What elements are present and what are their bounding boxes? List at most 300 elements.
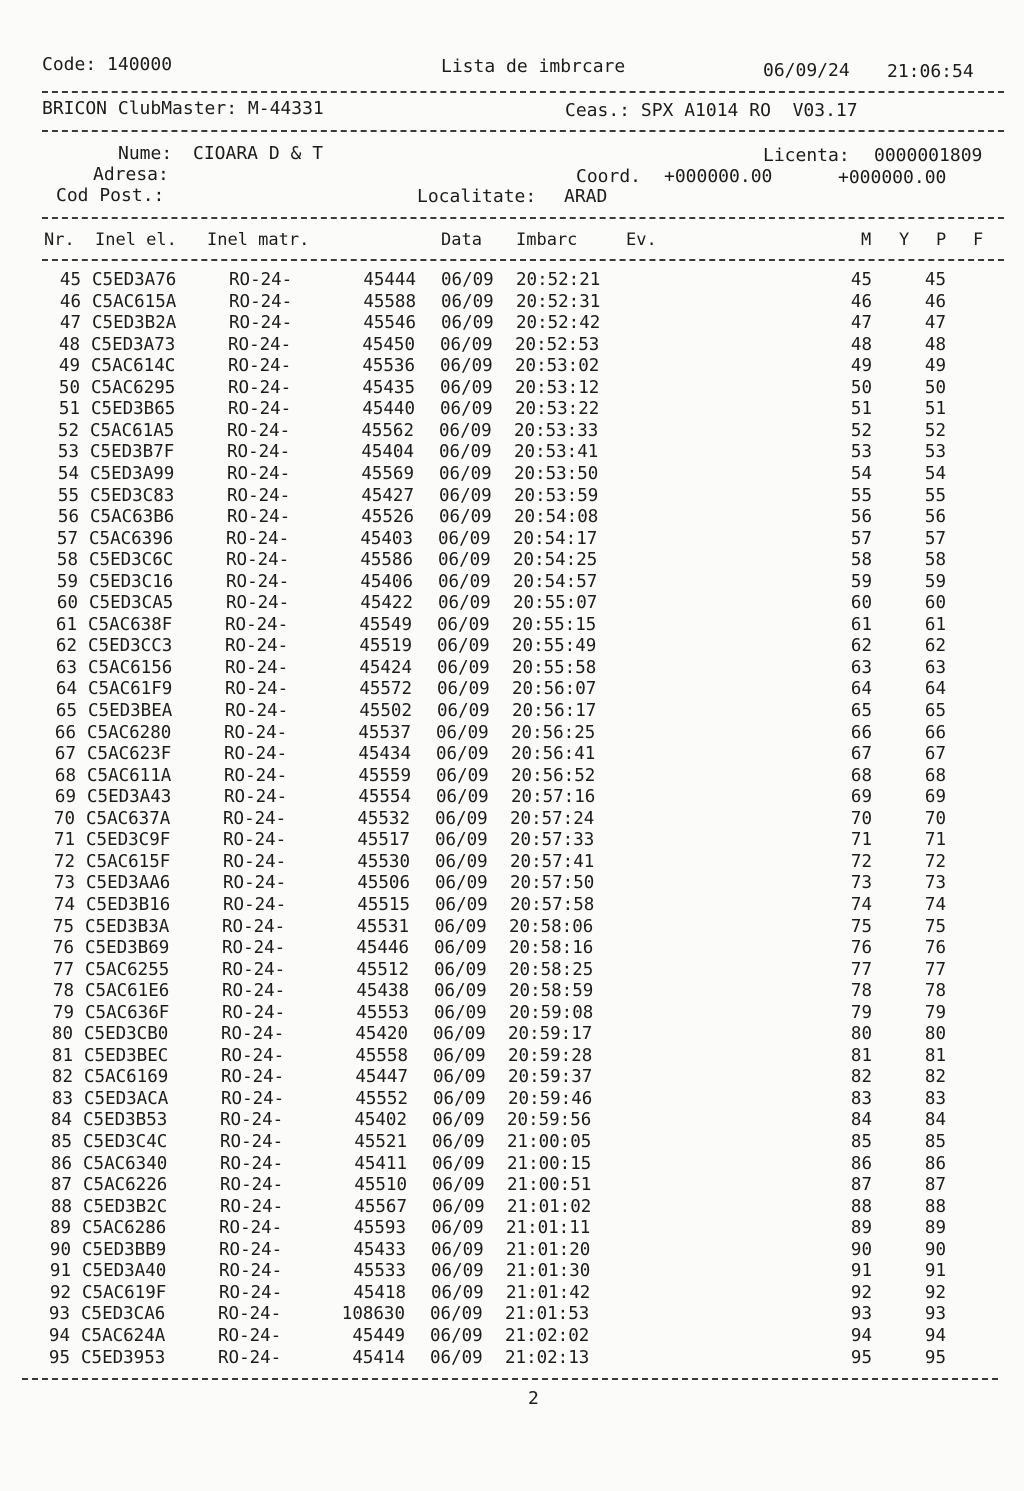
cell-inel-el: C5AC637A <box>86 809 171 829</box>
cell-inel-el: C5AC6255 <box>85 960 170 980</box>
table-row <box>0 981 1024 1002</box>
cell-inel-el: C5AC61E6 <box>85 981 170 1001</box>
cell-date: 06/09 <box>433 1046 486 1066</box>
column-header-inel-matr: Inel matr. <box>207 230 310 250</box>
cell-p: 57 <box>924 529 946 549</box>
cell-m: 59 <box>850 572 872 592</box>
cell-p: 48 <box>924 335 946 355</box>
cell-time: 20:57:41 <box>510 852 595 872</box>
cell-nr: 65 <box>55 701 77 721</box>
separator-line <box>42 130 1004 132</box>
cell-date: 06/09 <box>438 572 491 592</box>
cell-inel-el: C5AC636F <box>85 1003 170 1023</box>
cell-inel-matr: RO-24- <box>220 1110 284 1130</box>
cell-m: 78 <box>850 981 872 1001</box>
table-row <box>0 766 1024 787</box>
cell-inel-matr: RO-24- <box>220 1197 284 1217</box>
cell-p: 49 <box>924 356 946 376</box>
cell-inel-el: C5AC6226 <box>83 1175 168 1195</box>
cell-date: 06/09 <box>435 873 488 893</box>
cell-date: 06/09 <box>434 938 487 958</box>
cell-date: 06/09 <box>432 1175 485 1195</box>
table-row <box>0 1067 1024 1088</box>
cell-time: 20:52:53 <box>515 335 600 355</box>
cell-ring-number: 45588 <box>363 292 416 312</box>
cell-p: 86 <box>924 1154 946 1174</box>
cell-ring-number: 45549 <box>359 615 412 635</box>
table-row <box>0 270 1024 291</box>
cell-date: 06/09 <box>438 593 491 613</box>
cell-inel-matr: RO-24- <box>228 335 292 355</box>
cell-p: 79 <box>924 1003 946 1023</box>
cell-ring-number: 45404 <box>361 442 414 462</box>
cell-p: 59 <box>924 572 946 592</box>
cell-date: 06/09 <box>441 270 494 290</box>
table-row <box>0 852 1024 873</box>
cell-p: 70 <box>924 809 946 829</box>
cell-m: 53 <box>850 442 872 462</box>
cell-m: 56 <box>850 507 872 527</box>
cell-time: 20:56:07 <box>512 679 597 699</box>
cell-inel-matr: RO-24- <box>229 292 293 312</box>
cell-date: 06/09 <box>434 960 487 980</box>
cell-inel-matr: RO-24- <box>219 1283 283 1303</box>
cell-inel-el: C5AC63B6 <box>90 507 175 527</box>
table-row <box>0 1132 1024 1153</box>
club-label: BRICON ClubMaster: M-44331 <box>42 98 324 119</box>
cell-nr: 79 <box>52 1003 74 1023</box>
cell-ring-number: 45531 <box>356 917 409 937</box>
cell-ring-number: 45418 <box>353 1283 406 1303</box>
cell-date: 06/09 <box>435 895 488 915</box>
cell-ring-number: 45546 <box>363 313 416 333</box>
cell-time: 20:59:17 <box>508 1024 593 1044</box>
cell-inel-el: C5ED3A73 <box>91 335 176 355</box>
cell-nr: 85 <box>50 1132 72 1152</box>
cell-inel-matr: RO-24- <box>218 1304 282 1324</box>
table-row <box>0 1110 1024 1131</box>
coord-value-1: +000000.00 <box>664 166 773 187</box>
cell-date: 06/09 <box>432 1132 485 1152</box>
cell-ring-number: 45438 <box>356 981 409 1001</box>
cell-date: 06/09 <box>437 615 490 635</box>
cell-m: 58 <box>850 550 872 570</box>
cell-p: 51 <box>924 399 946 419</box>
cell-inel-el: C5ED3C16 <box>89 572 174 592</box>
cell-ring-number: 45450 <box>362 335 415 355</box>
cell-inel-el: C5ED3A99 <box>90 464 175 484</box>
table-row <box>0 787 1024 808</box>
cell-p: 45 <box>924 270 946 290</box>
cell-p: 54 <box>924 464 946 484</box>
cell-m: 85 <box>850 1132 872 1152</box>
cell-inel-el: C5ED3CB0 <box>84 1024 169 1044</box>
cell-p: 75 <box>924 917 946 937</box>
cell-date: 06/09 <box>439 464 492 484</box>
cell-date: 06/09 <box>439 421 492 441</box>
cell-inel-el: C5ED3C9F <box>86 830 171 850</box>
table-row <box>0 723 1024 744</box>
cell-m: 83 <box>850 1089 872 1109</box>
cell-nr: 75 <box>52 917 74 937</box>
cell-m: 79 <box>850 1003 872 1023</box>
cell-inel-matr: RO-24- <box>222 981 286 1001</box>
cell-inel-matr: RO-24- <box>223 809 287 829</box>
cell-nr: 69 <box>54 787 76 807</box>
cell-m: 80 <box>850 1024 872 1044</box>
cell-inel-el: C5AC614C <box>91 356 176 376</box>
table-row <box>0 873 1024 894</box>
cell-time: 20:58:25 <box>509 960 594 980</box>
cell-inel-el: C5ED3B16 <box>86 895 171 915</box>
table-row <box>0 442 1024 463</box>
cell-inel-matr: RO-24- <box>220 1154 284 1174</box>
cell-m: 60 <box>850 593 872 613</box>
cell-nr: 45 <box>59 270 81 290</box>
cell-ring-number: 45433 <box>353 1240 406 1260</box>
print-date: 06/09/24 <box>763 60 850 81</box>
cell-ring-number: 45552 <box>355 1089 408 1109</box>
cell-inel-matr: RO-24- <box>226 529 290 549</box>
cell-m: 76 <box>850 938 872 958</box>
cell-inel-matr: RO-24- <box>226 572 290 592</box>
cell-inel-matr: RO-24- <box>221 1089 285 1109</box>
cell-inel-el: C5AC623F <box>87 744 172 764</box>
cell-m: 54 <box>850 464 872 484</box>
cell-m: 52 <box>850 421 872 441</box>
cell-date: 06/09 <box>437 679 490 699</box>
cell-inel-matr: RO-24- <box>227 464 291 484</box>
cell-m: 61 <box>850 615 872 635</box>
table-row <box>0 529 1024 550</box>
cell-time: 20:59:37 <box>508 1067 593 1087</box>
cell-p: 46 <box>924 292 946 312</box>
cell-inel-matr: RO-24- <box>225 701 289 721</box>
cell-date: 06/09 <box>430 1326 483 1346</box>
cell-inel-matr: RO-24- <box>221 1067 285 1087</box>
cell-p: 81 <box>924 1046 946 1066</box>
table-row <box>0 572 1024 593</box>
cell-nr: 62 <box>55 636 77 656</box>
cell-p: 71 <box>924 830 946 850</box>
cell-m: 92 <box>850 1283 872 1303</box>
cell-inel-matr: RO-24- <box>228 399 292 419</box>
cell-date: 06/09 <box>436 787 489 807</box>
cell-inel-matr: RO-24- <box>218 1348 282 1368</box>
cell-p: 91 <box>924 1261 946 1281</box>
cell-time: 20:58:59 <box>509 981 594 1001</box>
table-row <box>0 1218 1024 1239</box>
cell-date: 06/09 <box>441 313 494 333</box>
cell-inel-matr: RO-24- <box>225 636 289 656</box>
cell-m: 47 <box>850 313 872 333</box>
cell-nr: 46 <box>59 292 81 312</box>
cell-ring-number: 45510 <box>354 1175 407 1195</box>
cell-inel-matr: RO-24- <box>226 550 290 570</box>
cell-inel-el: C5ED3BEC <box>84 1046 169 1066</box>
cell-time: 20:54:17 <box>513 529 598 549</box>
separator-line <box>42 91 1004 93</box>
cell-nr: 77 <box>52 960 74 980</box>
cell-nr: 58 <box>56 550 78 570</box>
cell-ring-number: 45521 <box>354 1132 407 1152</box>
cell-ring-number: 45406 <box>360 572 413 592</box>
table-row <box>0 895 1024 916</box>
cell-inel-matr: RO-24- <box>229 270 293 290</box>
cell-ring-number: 45402 <box>354 1110 407 1130</box>
cell-ring-number: 45533 <box>353 1261 406 1281</box>
cell-inel-matr: RO-24- <box>220 1132 284 1152</box>
cell-inel-el: C5AC611A <box>87 766 172 786</box>
cell-nr: 94 <box>48 1326 70 1346</box>
cell-time: 21:01:02 <box>507 1197 592 1217</box>
table-row <box>0 399 1024 420</box>
cell-nr: 83 <box>51 1089 73 1109</box>
cell-nr: 71 <box>53 830 75 850</box>
cell-inel-el: C5AC6295 <box>91 378 176 398</box>
cell-m: 74 <box>850 895 872 915</box>
cell-inel-el: C5AC6156 <box>88 658 173 678</box>
cell-nr: 72 <box>53 852 75 872</box>
cell-inel-el: C5ED3CC3 <box>88 636 173 656</box>
table-row <box>0 292 1024 313</box>
cell-ring-number: 45446 <box>356 938 409 958</box>
cell-date: 06/09 <box>436 723 489 743</box>
cell-time: 20:55:58 <box>512 658 597 678</box>
cell-inel-matr: RO-24- <box>227 442 291 462</box>
cell-inel-matr: RO-24- <box>224 723 288 743</box>
cell-ring-number: 45586 <box>360 550 413 570</box>
cell-p: 82 <box>924 1067 946 1087</box>
cell-ring-number: 45424 <box>359 658 412 678</box>
cell-time: 20:59:28 <box>508 1046 593 1066</box>
cell-time: 20:52:21 <box>516 270 601 290</box>
cell-date: 06/09 <box>431 1283 484 1303</box>
table-row <box>0 1003 1024 1024</box>
cell-inel-matr: RO-24- <box>225 615 289 635</box>
coord-value-2: +000000.00 <box>838 167 947 188</box>
cell-ring-number: 45519 <box>359 636 412 656</box>
cell-nr: 68 <box>54 766 76 786</box>
cell-ring-number: 45558 <box>355 1046 408 1066</box>
cell-m: 62 <box>850 636 872 656</box>
cell-nr: 53 <box>57 442 79 462</box>
cell-m: 69 <box>850 787 872 807</box>
cell-time: 21:00:05 <box>507 1132 592 1152</box>
cell-p: 89 <box>924 1218 946 1238</box>
cell-nr: 48 <box>58 335 80 355</box>
table-row <box>0 938 1024 959</box>
table-row <box>0 615 1024 636</box>
cell-ring-number: 45411 <box>354 1154 407 1174</box>
cell-m: 50 <box>850 378 872 398</box>
cell-ring-number: 45553 <box>356 1003 409 1023</box>
cell-m: 86 <box>850 1154 872 1174</box>
table-row <box>0 486 1024 507</box>
column-header-ev: Ev. <box>626 230 657 250</box>
cell-inel-el: C5ED3A76 <box>92 270 177 290</box>
cell-p: 90 <box>924 1240 946 1260</box>
cell-p: 72 <box>924 852 946 872</box>
table-row <box>0 960 1024 981</box>
cell-time: 20:54:57 <box>513 572 598 592</box>
cell-inel-el: C5AC6280 <box>87 723 172 743</box>
cell-m: 81 <box>850 1046 872 1066</box>
table-row <box>0 679 1024 700</box>
cell-p: 65 <box>924 701 946 721</box>
cell-date: 06/09 <box>431 1261 484 1281</box>
cell-inel-matr: RO-24- <box>224 787 288 807</box>
cell-p: 94 <box>924 1326 946 1346</box>
cell-date: 06/09 <box>439 486 492 506</box>
cell-p: 78 <box>924 981 946 1001</box>
cell-date: 06/09 <box>433 1024 486 1044</box>
cell-date: 06/09 <box>438 550 491 570</box>
cell-date: 06/09 <box>437 658 490 678</box>
cell-nr: 76 <box>52 938 74 958</box>
cell-p: 55 <box>924 486 946 506</box>
cell-nr: 57 <box>56 529 78 549</box>
cell-ring-number: 45567 <box>354 1197 407 1217</box>
cell-date: 06/09 <box>440 335 493 355</box>
cell-m: 67 <box>850 744 872 764</box>
cell-m: 95 <box>850 1348 872 1368</box>
cell-inel-el: C5AC61A5 <box>90 421 175 441</box>
cell-time: 20:53:02 <box>515 356 600 376</box>
cell-p: 95 <box>924 1348 946 1368</box>
cell-inel-matr: RO-24- <box>222 1003 286 1023</box>
cell-inel-matr: RO-24- <box>223 852 287 872</box>
table-row <box>0 1240 1024 1261</box>
cell-nr: 55 <box>57 486 79 506</box>
cell-ring-number: 45526 <box>361 507 414 527</box>
cell-inel-el: C5ED3B3A <box>85 917 170 937</box>
cell-nr: 93 <box>48 1304 70 1324</box>
cell-date: 06/09 <box>430 1348 483 1368</box>
cell-inel-el: C5AC615A <box>92 292 177 312</box>
cell-p: 93 <box>924 1304 946 1324</box>
table-row <box>0 636 1024 657</box>
cell-ring-number: 45434 <box>358 744 411 764</box>
cell-inel-el: C5ED3C83 <box>90 486 175 506</box>
cell-date: 06/09 <box>435 809 488 829</box>
cell-time: 20:57:24 <box>510 809 595 829</box>
cell-time: 20:56:17 <box>512 701 597 721</box>
cell-time: 20:54:25 <box>513 550 598 570</box>
table-row <box>0 550 1024 571</box>
cell-nr: 86 <box>50 1154 72 1174</box>
cell-nr: 81 <box>51 1046 73 1066</box>
cell-nr: 67 <box>54 744 76 764</box>
cell-time: 21:00:51 <box>507 1175 592 1195</box>
document-title: Lista de imbrcare <box>441 56 626 77</box>
cell-inel-matr: RO-24- <box>228 378 292 398</box>
cell-date: 06/09 <box>433 1089 486 1109</box>
cell-ring-number: 45515 <box>357 895 410 915</box>
cell-p: 92 <box>924 1283 946 1303</box>
cell-m: 75 <box>850 917 872 937</box>
cell-m: 73 <box>850 873 872 893</box>
column-header-data: Data <box>441 230 482 250</box>
cell-p: 68 <box>924 766 946 786</box>
licence-label: Licenta: <box>763 145 850 166</box>
cell-m: 65 <box>850 701 872 721</box>
cell-p: 50 <box>924 378 946 398</box>
cell-m: 87 <box>850 1175 872 1195</box>
address-label: Adresa: <box>93 164 169 185</box>
cell-p: 53 <box>924 442 946 462</box>
table-row <box>0 1197 1024 1218</box>
cell-nr: 49 <box>58 356 80 376</box>
separator-line <box>22 1378 998 1380</box>
cell-ring-number: 45440 <box>362 399 415 419</box>
cell-m: 89 <box>850 1218 872 1238</box>
cell-inel-el: C5ED3A40 <box>82 1261 167 1281</box>
table-row <box>0 1304 1024 1325</box>
cell-date: 06/09 <box>441 292 494 312</box>
cell-inel-el: C5ED3ACA <box>84 1089 169 1109</box>
cell-date: 06/09 <box>437 701 490 721</box>
cell-nr: 64 <box>55 679 77 699</box>
cell-date: 06/09 <box>432 1110 485 1130</box>
cell-p: 60 <box>924 593 946 613</box>
cell-inel-matr: RO-24- <box>223 873 287 893</box>
cell-m: 72 <box>850 852 872 872</box>
cell-inel-el: C5ED3B65 <box>91 399 176 419</box>
cell-time: 20:55:07 <box>513 593 598 613</box>
cell-ring-number: 45444 <box>363 270 416 290</box>
cell-m: 88 <box>850 1197 872 1217</box>
cell-date: 06/09 <box>430 1304 483 1324</box>
cell-m: 70 <box>850 809 872 829</box>
table-row <box>0 593 1024 614</box>
column-header-f: F <box>973 230 984 250</box>
cell-inel-matr: RO-24- <box>227 486 291 506</box>
cell-date: 06/09 <box>433 1067 486 1087</box>
table-row <box>0 378 1024 399</box>
cell-inel-matr: RO-24- <box>223 895 287 915</box>
cell-nr: 70 <box>53 809 75 829</box>
cell-ring-number: 45562 <box>361 421 414 441</box>
cell-inel-el: C5ED3953 <box>81 1348 166 1368</box>
print-time: 21:06:54 <box>887 61 974 82</box>
cell-ring-number: 45537 <box>358 723 411 743</box>
cell-p: 80 <box>924 1024 946 1044</box>
cell-date: 06/09 <box>431 1240 484 1260</box>
cell-nr: 82 <box>51 1067 73 1087</box>
table-row <box>0 421 1024 442</box>
cell-m: 45 <box>850 270 872 290</box>
cell-p: 73 <box>924 873 946 893</box>
cell-nr: 87 <box>50 1175 72 1195</box>
cell-time: 20:56:25 <box>511 723 596 743</box>
cell-ring-number: 45414 <box>352 1348 405 1368</box>
table-row <box>0 917 1024 938</box>
cell-nr: 50 <box>58 378 80 398</box>
cell-inel-matr: RO-24- <box>221 1024 285 1044</box>
cell-nr: 63 <box>55 658 77 678</box>
cell-ring-number: 45572 <box>359 679 412 699</box>
cell-inel-matr: RO-24- <box>227 421 291 441</box>
cell-inel-matr: RO-24- <box>219 1240 283 1260</box>
cell-ring-number: 45569 <box>361 464 414 484</box>
code-label: Code: 140000 <box>42 54 173 75</box>
table-row <box>0 744 1024 765</box>
cell-m: 90 <box>850 1240 872 1260</box>
cell-m: 64 <box>850 679 872 699</box>
cell-p: 47 <box>924 313 946 333</box>
cell-time: 20:57:58 <box>510 895 595 915</box>
